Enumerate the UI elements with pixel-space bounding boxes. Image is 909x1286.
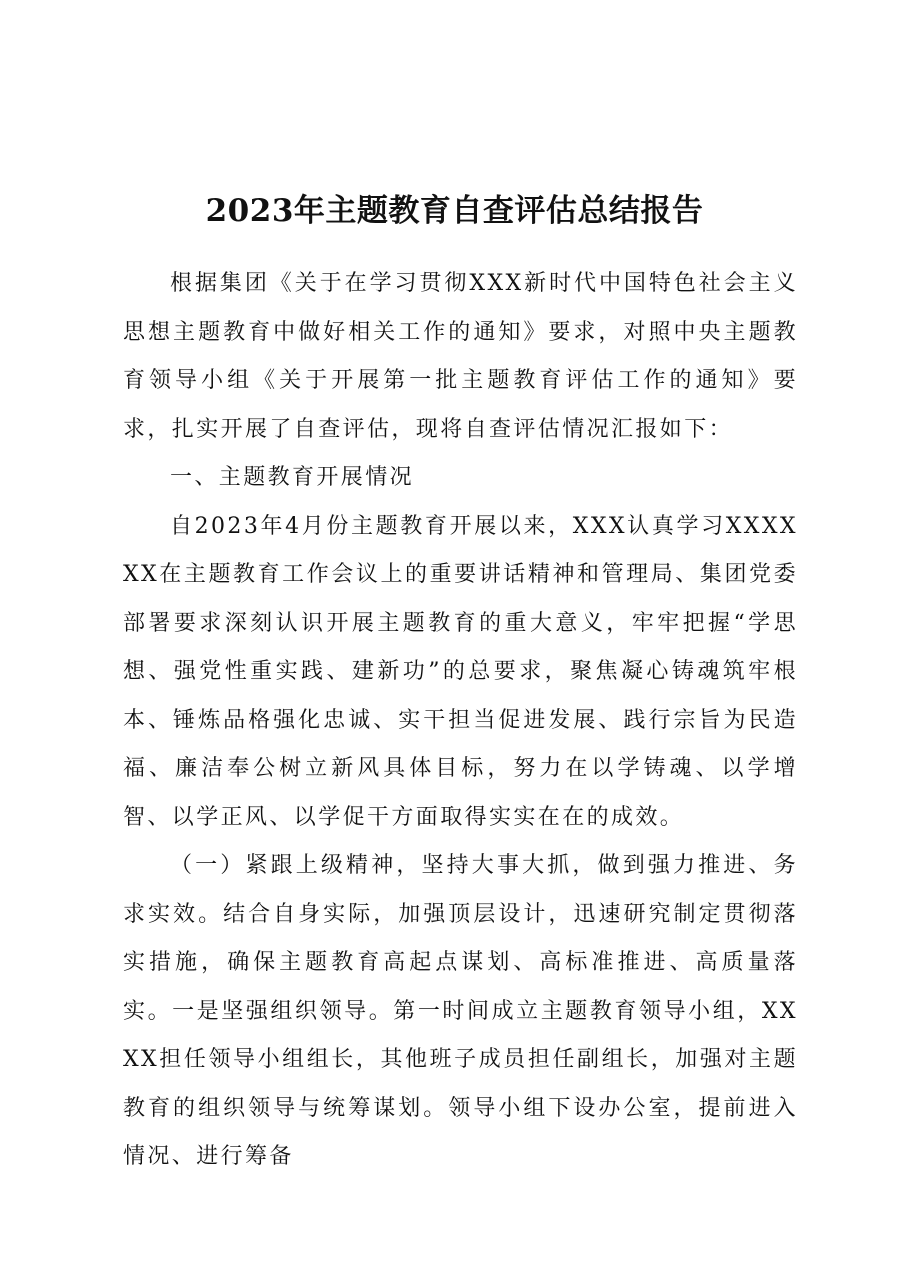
body-paragraph-2: （一）紧跟上级精神，坚持大事大抓，做到强力推进、务求实效。结合自身实际，加强顶层设计，迅速研究制定贯彻落实措施，确保主题教育高起点谋划、高标准推进、高质量落实。一是坚强组织领导。第一时间成立主题教育领导小组，XXXX担任领导小组组长，其他班子成员担任副组长，加强对主题教育的组织领导与统筹谋划。领导小组下设办公室，提前进入情况、进行筹备 (123, 853, 798, 1169)
document-title: 2023年主题教育自查评估总结报告 (205, 193, 704, 229)
intro-paragraph: 根据集团《关于在学习贯彻XXX新时代中国特色社会主义思想主题教育中做好相关工作的通知》要求，对照中央主题教育领导小组《关于开展第一批主题教育评估工作的通知》要求，扎实开展了自查评估，现将自查评估情况汇报如下： (123, 271, 798, 442)
document-body (123, 260, 798, 1182)
body-paragraph-1: 自2023年4月份主题教育开展以来，XXX认真学习XXXXXX在主题教育工作会议上的重要讲话精神和管理局、集团党委部署要求深刻认识开展主题教育的重大意义，牢牢把握“学思想、强党性重实践、建新功”的总要求，聚焦凝心铸魂筑牢根本、锤炼品格强化忠诚、实干担当促进发展、践行宗旨为民造福、廉洁奉公树立新风具体目标，努力在以学铸魂、以学增智、以学正风、以学促干方面取得实实在在的成效。 (123, 513, 798, 830)
section-heading-1: 一、主题教育开展情况 (170, 465, 415, 490)
